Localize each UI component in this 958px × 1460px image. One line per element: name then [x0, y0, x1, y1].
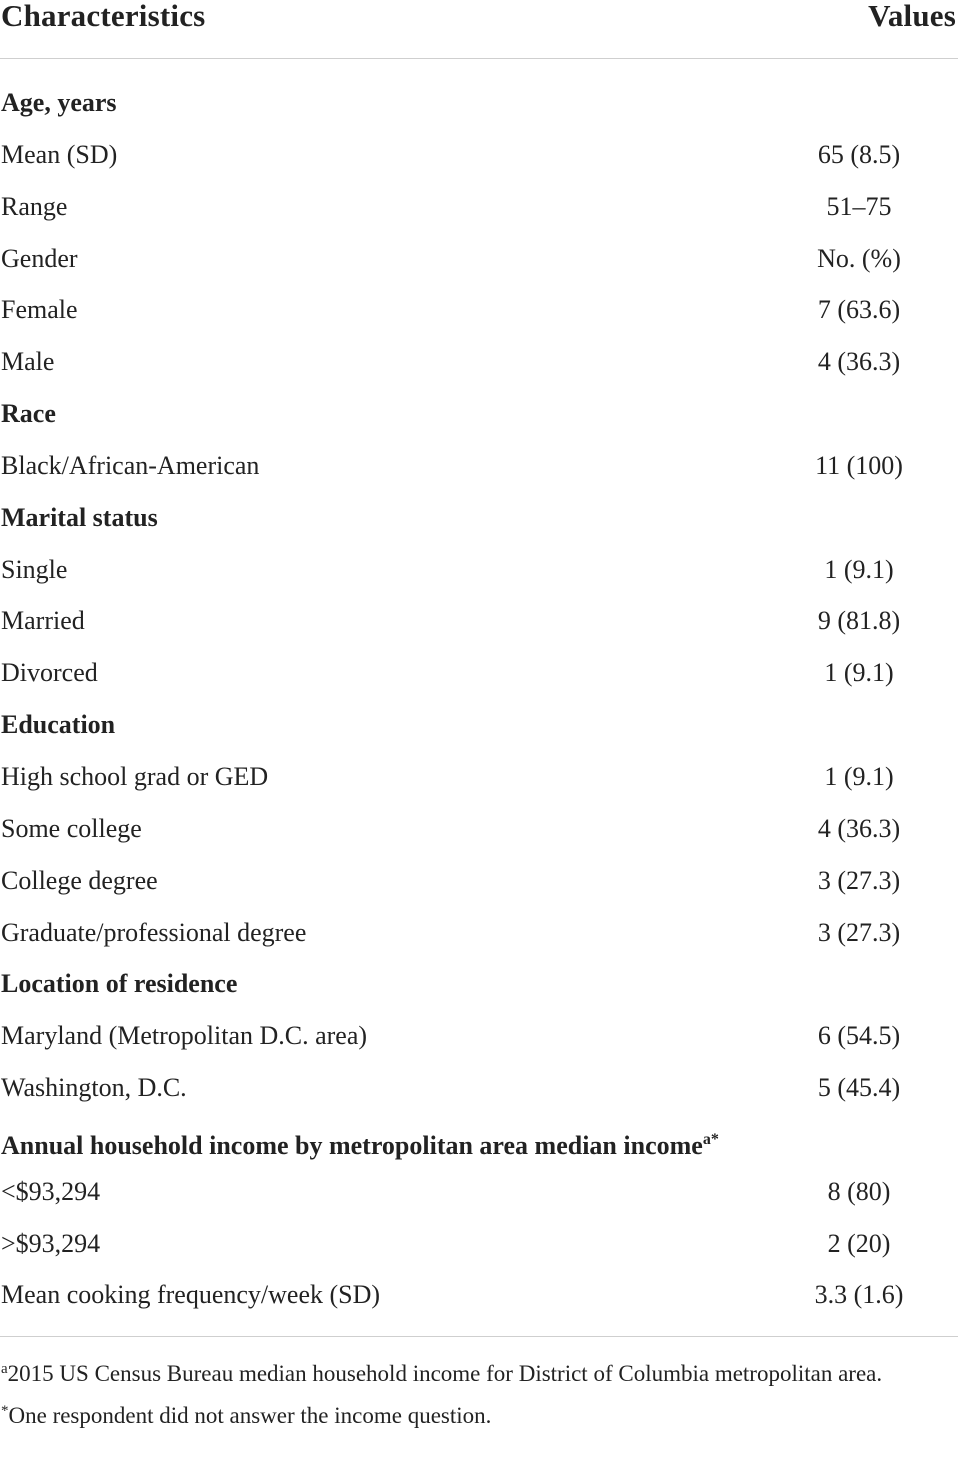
header-values: Values	[868, 0, 956, 33]
row-label	[1, 760, 268, 794]
row-label-text: Single	[1, 554, 68, 584]
row-label	[1, 449, 259, 483]
row-label-text: Range	[1, 191, 68, 221]
row-label-text: Education	[1, 710, 116, 740]
table-row	[0, 596, 958, 648]
row-value: 65 (8.5)	[817, 139, 901, 169]
row-label	[1, 190, 67, 224]
row-label-text: Location of residence	[1, 969, 238, 999]
row-label-text: Divorced	[1, 658, 98, 688]
row-label	[1, 916, 306, 950]
row-value: 3 (27.3)	[817, 865, 901, 895]
row-label-text: Race	[1, 399, 56, 429]
table-row	[0, 1011, 958, 1063]
section-label	[1, 967, 237, 1001]
table-row	[0, 234, 958, 286]
section-label	[1, 397, 56, 431]
row-value: 8 (80)	[827, 1176, 891, 1206]
row-label	[1, 138, 117, 172]
row-label-text: <$93,294	[1, 1176, 101, 1206]
row-label	[1, 1227, 100, 1261]
table-row	[0, 441, 958, 493]
table-row	[0, 1270, 958, 1322]
row-value: 1 (9.1)	[824, 761, 894, 791]
row-value: 6 (54.5)	[817, 1021, 901, 1051]
row-value: 7 (63.6)	[817, 295, 901, 325]
section-row	[0, 78, 958, 130]
row-label-superscript: a*	[702, 1130, 719, 1148]
row-value: 4 (36.3)	[817, 347, 901, 377]
row-label-text: >$93,294	[1, 1228, 101, 1258]
header-characteristics: Characteristics	[1, 0, 206, 33]
footnote-a-marker: a	[1, 1361, 8, 1377]
section-row	[0, 959, 958, 1011]
row-label-text: Maryland (Metropolitan D.C. area)	[1, 1021, 368, 1051]
table-row	[0, 856, 958, 908]
table-row	[0, 1167, 958, 1219]
table-footnotes	[0, 1336, 958, 1435]
footnote-star-marker: *	[1, 1403, 9, 1419]
table-row	[0, 752, 958, 804]
row-label-text: Female	[1, 295, 78, 325]
row-label-text: Mean (SD)	[1, 139, 118, 169]
row-label-text: Some college	[1, 813, 142, 843]
section-row	[0, 1115, 958, 1167]
row-value: 1 (9.1)	[824, 554, 894, 584]
footnote-a	[0, 1351, 957, 1392]
row-value: No. (%)	[817, 243, 901, 273]
row-label-text: Married	[1, 606, 85, 636]
row-label	[1, 604, 85, 638]
table-header	[0, 0, 958, 59]
row-value: 4 (36.3)	[817, 813, 901, 843]
section-row	[0, 700, 958, 752]
table-row	[0, 130, 958, 182]
row-label	[1, 345, 54, 379]
row-label	[1, 1175, 100, 1209]
table-row	[0, 804, 958, 856]
section-label	[1, 1123, 719, 1163]
row-label-text: College degree	[1, 865, 158, 895]
row-label-text: Annual household income by metropolitan area median income	[1, 1130, 703, 1160]
row-value: 9 (81.8)	[817, 606, 901, 636]
table-row	[0, 648, 958, 700]
footnote-a-text: 2015 US Census Bureau median household income for District of Columbia metropolitan area.	[7, 1361, 883, 1386]
row-label	[1, 812, 142, 846]
row-value: 51–75	[826, 191, 892, 221]
table-row	[0, 1063, 958, 1115]
table-row	[0, 545, 958, 597]
row-label-text: Male	[1, 347, 55, 377]
section-row	[0, 389, 958, 441]
row-label	[1, 656, 98, 690]
row-label	[1, 242, 78, 276]
section-label	[1, 86, 117, 120]
row-label	[1, 1071, 187, 1105]
row-value: 1 (9.1)	[824, 658, 894, 688]
row-label	[1, 1019, 367, 1053]
section-row	[0, 493, 958, 545]
table-row	[0, 908, 958, 960]
table-row	[0, 337, 958, 389]
row-label	[1, 864, 158, 898]
row-label-text: Mean cooking frequency/week (SD)	[1, 1280, 381, 1310]
row-label-text: Graduate/professional degree	[1, 917, 307, 947]
row-label-text: Marital status	[1, 502, 158, 532]
table-row	[0, 182, 958, 234]
table-body	[0, 78, 958, 1322]
footnote-star	[0, 1392, 958, 1435]
section-label	[1, 501, 158, 535]
row-label-text: High school grad or GED	[1, 761, 269, 791]
row-value: 2 (20)	[827, 1228, 891, 1258]
row-value: 11 (100)	[815, 450, 903, 480]
row-value: 3 (27.3)	[817, 917, 901, 947]
row-label-text: Black/African-American	[1, 450, 260, 480]
row-value: 3.3 (1.6)	[814, 1280, 904, 1310]
row-label-text: Age, years	[1, 88, 117, 117]
row-label	[1, 293, 78, 327]
row-label-text: Gender	[1, 243, 78, 273]
row-label-text: Washington, D.C.	[1, 1073, 187, 1103]
footnote-star-text: One respondent did not answer the income question.	[8, 1403, 492, 1428]
row-label	[1, 553, 67, 587]
table-row	[0, 1219, 958, 1271]
table-row	[0, 285, 958, 337]
section-label	[1, 708, 115, 742]
row-label	[1, 1278, 380, 1312]
row-value: 5 (45.4)	[817, 1073, 901, 1103]
